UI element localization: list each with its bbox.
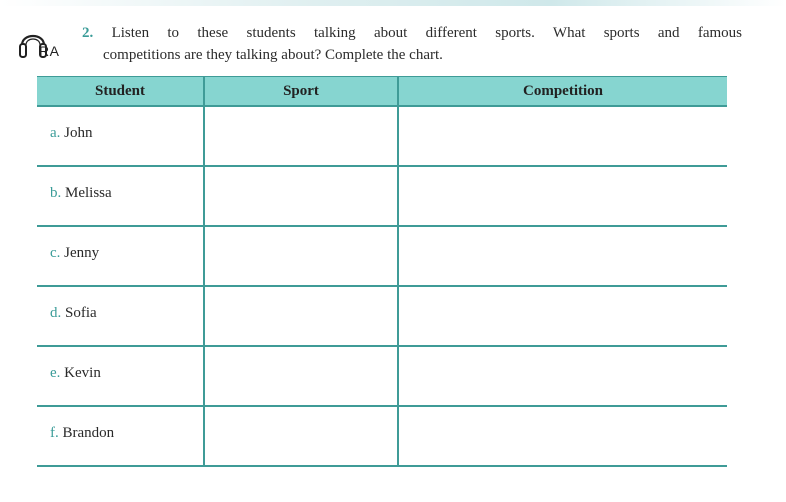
header-student: Student [37,77,204,107]
sport-cell[interactable] [204,406,398,466]
competition-cell[interactable] [398,226,727,286]
header-competition: Competition [398,77,727,107]
exercise-number: 2 [82,25,90,41]
row-letter: e. [50,365,61,381]
row-letter: c. [50,245,61,261]
competition-cell[interactable] [398,286,727,346]
sport-cell[interactable] [204,226,398,286]
competition-cell[interactable] [398,166,727,226]
table-row [37,286,727,346]
table-row [37,346,727,406]
competition-cell[interactable] [398,406,727,466]
table-row [37,106,727,166]
student-name: Brandon [62,425,115,441]
instruction-line-2: competitions are they talking about? Complete the chart. [103,47,443,63]
row-letter: d. [50,305,62,321]
row-letter: b. [50,185,62,201]
audio-track-label: RA [39,43,60,59]
student-cell [37,106,204,166]
student-cell [37,226,204,286]
sport-cell[interactable] [204,286,398,346]
instruction-text-1: Listen to these students talking about different sports. What sports and famous [111,25,743,41]
student-name: Jenny [64,245,100,261]
instruction-line-1: 2. Listen to these students talking about different sports. What sports and famous [82,25,743,41]
table-row [37,406,727,466]
competition-cell[interactable] [398,346,727,406]
chart-header-row [37,77,727,107]
answer-chart [37,76,727,467]
competition-cell[interactable] [398,106,727,166]
student-cell [37,406,204,466]
student-name: Sofia [65,305,97,321]
table-row [37,226,727,286]
sport-cell[interactable] [204,166,398,226]
sport-cell[interactable] [204,106,398,166]
student-name: Kevin [64,365,101,381]
student-name: John [64,125,93,141]
header-sport: Sport [204,77,398,107]
student-cell [37,346,204,406]
student-name: Melissa [65,185,112,201]
table-row [37,166,727,226]
student-cell [37,286,204,346]
row-letter: a. [50,125,61,141]
top-decorative-strip [0,0,786,6]
exercise-instruction [82,22,742,66]
row-letter: f. [50,425,59,441]
student-cell [37,166,204,226]
sport-cell[interactable] [204,346,398,406]
